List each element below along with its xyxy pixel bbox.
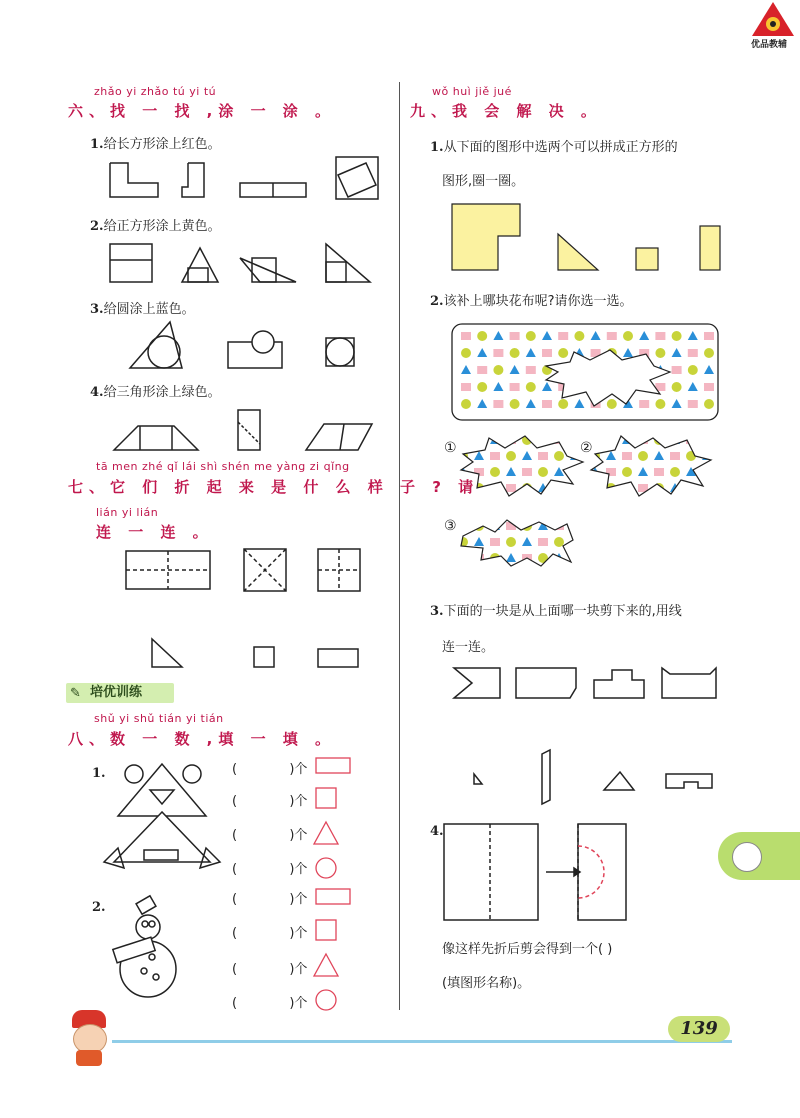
publisher-logo: [748, 0, 798, 50]
section7-pinyin1: tā men zhé qǐ lái shì shén me yàng zi qǐng: [96, 460, 350, 473]
square-shapes-figure: [100, 238, 390, 288]
pink-square-mark: [554, 484, 564, 492]
blue-triangle-mark: [654, 451, 664, 460]
pink-square-mark: [590, 436, 600, 444]
logo-text: 优品教辅: [751, 40, 788, 50]
pink-square-mark: [526, 366, 536, 374]
top-shape-4[interactable]: [662, 668, 716, 698]
pink-square-mark: [538, 538, 548, 546]
blue-triangle-mark: [538, 435, 548, 444]
green-dot-mark: [554, 451, 564, 461]
pink-square-mark: [606, 468, 616, 476]
top-shape-1[interactable]: [454, 668, 500, 698]
pink-square-mark: [493, 349, 503, 357]
pink-square-mark: [686, 484, 696, 492]
blue-triangle-mark: [554, 553, 564, 562]
section9-q4-line2: (填图形名称)。: [442, 976, 531, 991]
green-dot-mark: [702, 435, 712, 445]
section6-pinyin: zhǎo yi zhǎo tú yi tú: [94, 85, 217, 98]
blue-triangle-mark: [606, 451, 616, 460]
blue-triangle-mark: [474, 537, 484, 546]
rectangle-icon: [316, 889, 350, 904]
mascot-icon: [64, 1010, 114, 1068]
bottom-shape-3[interactable]: [604, 772, 634, 790]
fabric-options: [455, 430, 725, 580]
pink-square-mark: [590, 484, 600, 492]
count-row: ( )个: [232, 892, 308, 907]
bear-shape-figure: [100, 758, 230, 876]
blue-triangle-mark: [474, 451, 484, 460]
section7-title1: 七、它 们 折 起 来 是 什 么 样 子 ? 请: [68, 478, 480, 496]
section7-title2: 连 一 连 。: [96, 523, 214, 541]
green-dot-mark: [590, 451, 600, 461]
page-number: 139: [668, 1016, 730, 1042]
green-dot-mark: [606, 435, 616, 445]
pink-square-mark: [688, 349, 698, 357]
rectangle-shapes-figure: [100, 155, 390, 205]
section9-q2: 2.该补上哪块花布呢?请你选一选。: [430, 294, 633, 309]
circle-shapes-figure: [100, 318, 390, 378]
green-dot-mark: [506, 451, 516, 461]
option-2-label[interactable]: ②: [580, 440, 593, 456]
side-tab: [718, 832, 800, 880]
top-shape-3[interactable]: [594, 670, 644, 698]
green-dot-mark: [574, 331, 584, 341]
green-dot-mark: [474, 435, 484, 445]
section9-title: 九、我 会 解 决 。: [410, 102, 602, 120]
square-puzzle-figure: [440, 200, 740, 280]
section9-q4-line1: 像这样先折后剪会得到一个( ): [442, 942, 613, 957]
green-dot-mark: [655, 399, 665, 409]
section6-q2: 2.给正方形涂上黄色。: [90, 219, 221, 234]
pink-square-mark: [542, 349, 552, 357]
pink-square-mark: [558, 332, 568, 340]
pink-square-mark: [704, 383, 714, 391]
section8-pinyin: shǔ yi shǔ tián yi tián: [94, 712, 224, 725]
green-dot-mark: [688, 365, 698, 375]
pink-square-mark: [506, 484, 516, 492]
pink-square-mark: [638, 436, 648, 444]
pink-square-mark: [477, 366, 487, 374]
pink-square-mark: [458, 484, 468, 492]
pink-square-mark: [622, 452, 632, 460]
green-dot-mark: [526, 331, 536, 341]
pink-square-mark: [570, 468, 580, 476]
pink-square-mark: [570, 554, 580, 562]
fold-cut-figure: [440, 820, 640, 924]
section7-pinyin2: lián yi lián: [96, 506, 159, 519]
section9-pinyin: wǒ huì jiě jué: [432, 85, 512, 98]
blue-triangle-mark: [506, 467, 516, 476]
green-dot-mark: [526, 382, 536, 392]
pink-square-mark: [607, 332, 617, 340]
green-dot-mark: [622, 467, 632, 477]
green-dot-mark: [461, 348, 471, 358]
green-dot-mark: [461, 399, 471, 409]
pink-square-mark: [639, 400, 649, 408]
blue-triangle-mark: [554, 467, 564, 476]
training-badge: ✎ 培优训练: [66, 683, 174, 703]
count-row: ( )个: [232, 862, 308, 877]
option-1-piece[interactable]: [461, 436, 583, 496]
pink-square-mark: [493, 400, 503, 408]
green-dot-mark: [558, 348, 568, 358]
pink-square-mark: [538, 452, 548, 460]
count-row: ( )个: [232, 996, 308, 1011]
green-dot-mark: [510, 399, 520, 409]
green-dot-mark: [704, 399, 714, 409]
blue-triangle-mark: [622, 435, 632, 444]
green-dot-mark: [570, 483, 580, 493]
blue-triangle-mark: [522, 537, 532, 546]
section9-q3-line2: 连一连。: [442, 640, 495, 655]
green-dot-mark: [670, 467, 680, 477]
bottom-shape-1[interactable]: [474, 774, 482, 784]
pink-square-mark: [522, 468, 532, 476]
green-dot-mark: [702, 483, 712, 493]
green-dot-mark: [477, 331, 487, 341]
count-row: ( )个: [232, 762, 308, 777]
blue-triangle-mark: [458, 553, 468, 562]
blue-triangle-mark: [522, 451, 532, 460]
green-dot-mark: [704, 348, 714, 358]
green-dot-mark: [490, 467, 500, 477]
green-dot-mark: [506, 537, 516, 547]
section6-q4: 4.给三角形涂上绿色。: [90, 385, 221, 400]
green-dot-mark: [458, 451, 468, 461]
sheep-icon: [732, 842, 762, 872]
section9-q1-line2: 图形,圈一圈。: [442, 174, 525, 189]
pink-square-mark: [458, 436, 468, 444]
green-dot-mark: [638, 451, 648, 461]
pink-square-mark: [688, 400, 698, 408]
red-shape-icons: [312, 752, 362, 1014]
pink-square-mark: [655, 332, 665, 340]
option-3-label[interactable]: ③: [444, 518, 457, 534]
square-icon: [316, 920, 336, 940]
folding-figure: [120, 545, 380, 675]
triangle-icon: [314, 954, 338, 976]
triangle-shapes-figure: [100, 406, 390, 456]
pink-square-mark: [461, 332, 471, 340]
pink-square-mark: [542, 400, 552, 408]
green-dot-mark: [477, 382, 487, 392]
pink-square-mark: [654, 468, 664, 476]
section8-item1: 1.: [92, 766, 106, 781]
triangle-icon: [314, 822, 338, 844]
green-dot-mark: [538, 553, 548, 563]
green-dot-mark: [558, 399, 568, 409]
option-1-label[interactable]: ①: [444, 440, 457, 456]
pencil-icon: ✎: [70, 686, 81, 701]
bottom-shape-2[interactable]: [542, 750, 550, 804]
section8-item2: 2.: [92, 900, 106, 915]
green-dot-mark: [554, 537, 564, 547]
green-dot-mark: [607, 399, 617, 409]
pink-square-mark: [510, 332, 520, 340]
section6-q3: 3.给圆涂上蓝色。: [90, 302, 195, 317]
pink-square-mark: [670, 452, 680, 460]
circle-icon: [316, 990, 336, 1010]
snowman-figure: [100, 895, 200, 1005]
bottom-shape-4[interactable]: [666, 774, 712, 788]
section8-title: 八、数 一 数 ,填 一 填 。: [68, 730, 337, 748]
footer-line: [112, 1040, 732, 1043]
green-dot-mark: [538, 467, 548, 477]
square-icon: [316, 788, 336, 808]
green-dot-mark: [623, 331, 633, 341]
rectangle-icon: [316, 758, 350, 773]
circle-icon: [316, 858, 336, 878]
fabric-pattern: [450, 322, 722, 422]
pink-square-mark: [474, 554, 484, 562]
green-dot-mark: [672, 382, 682, 392]
pink-square-mark: [490, 452, 500, 460]
option-2-piece[interactable]: [591, 436, 711, 496]
green-dot-mark: [570, 435, 580, 445]
cut-shapes-figure: [448, 660, 728, 800]
section6-q1: 1.给长方形涂上红色。: [90, 137, 221, 152]
green-dot-mark: [655, 348, 665, 358]
pink-square-mark: [461, 383, 471, 391]
count-row: ( )个: [232, 828, 308, 843]
section9-q1-line1: 1.从下面的图形中选两个可以拼成正方形的: [430, 140, 678, 155]
pink-square-mark: [704, 332, 714, 340]
green-dot-mark: [570, 521, 580, 531]
blue-triangle-mark: [638, 467, 648, 476]
section6-title: 六、找 一 找 ,涂 一 涂 。: [68, 102, 337, 120]
top-shape-2[interactable]: [516, 668, 576, 698]
pink-square-mark: [672, 366, 682, 374]
pink-square-mark: [510, 383, 520, 391]
section9-q3-line1: 3.下面的一块是从上面哪一块剪下来的,用线: [430, 604, 682, 619]
column-divider: [399, 82, 400, 1010]
count-row: ( )个: [232, 794, 308, 809]
section9-q4-number: 4.: [430, 824, 444, 839]
pink-square-mark: [702, 468, 712, 476]
count-row: ( )个: [232, 926, 308, 941]
green-dot-mark: [510, 348, 520, 358]
green-dot-mark: [672, 331, 682, 341]
blue-triangle-mark: [506, 553, 516, 562]
count-row: ( )个: [232, 962, 308, 977]
pink-square-mark: [458, 522, 468, 530]
green-dot-mark: [493, 365, 503, 375]
pink-square-mark: [490, 538, 500, 546]
